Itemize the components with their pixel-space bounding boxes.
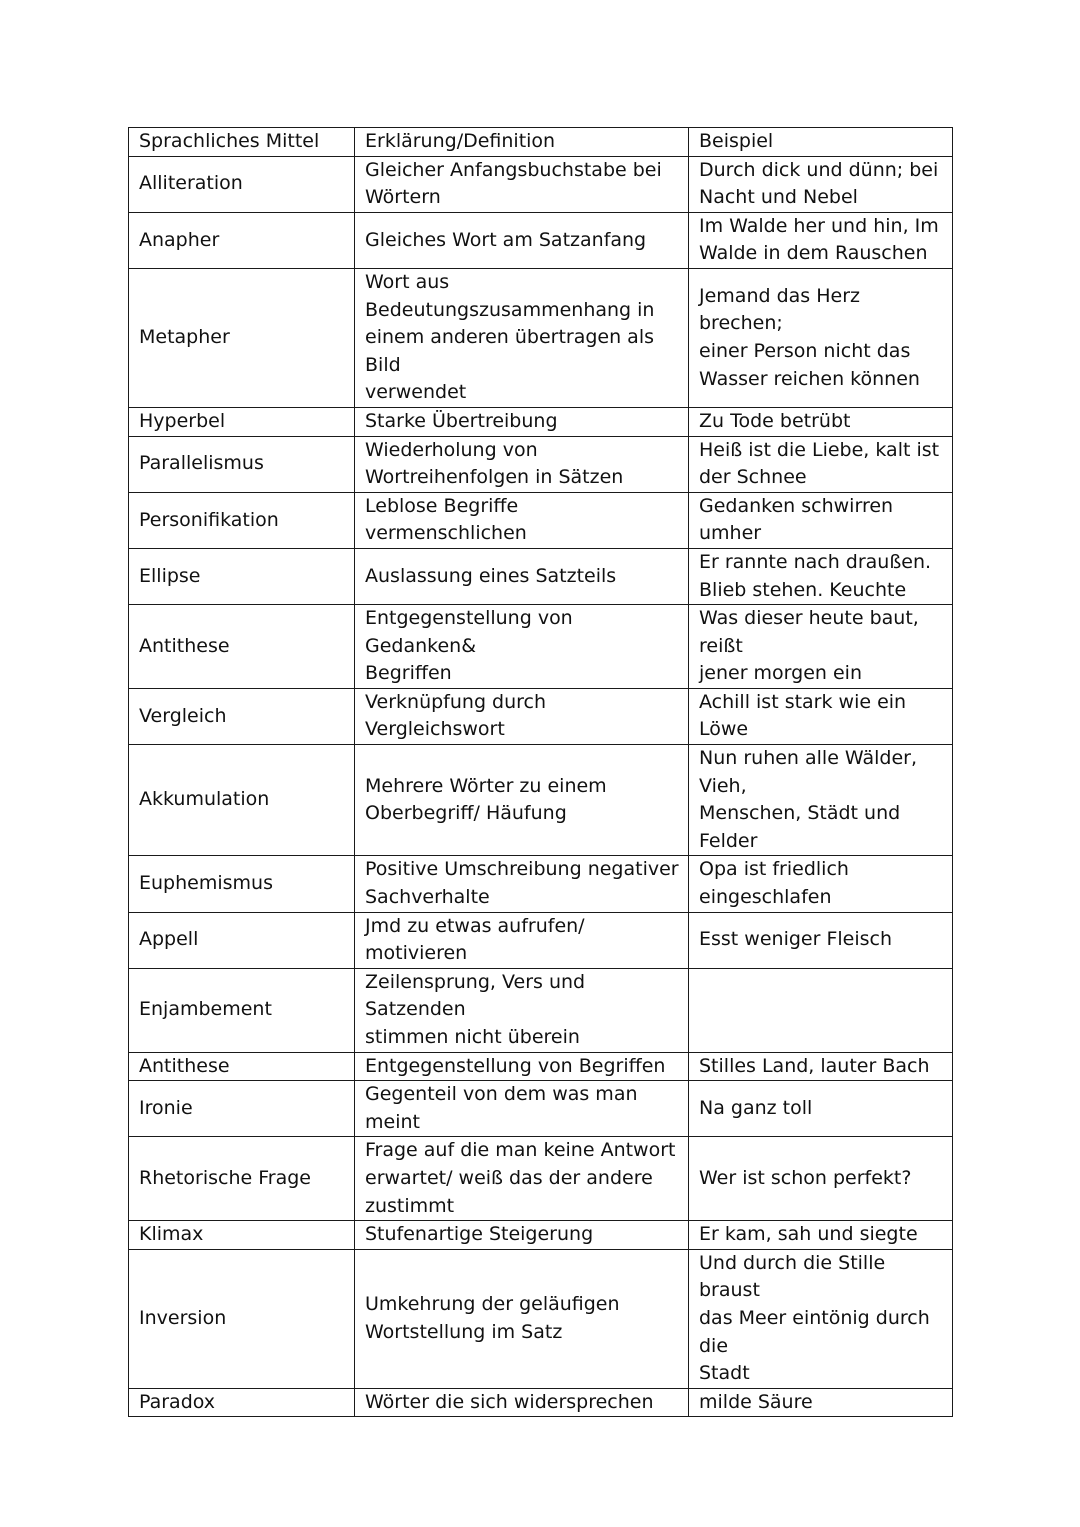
definition-cell: Wort aus Bedeutungszusammenhang in einem anderen übertragen als Bild verwendet [355, 268, 689, 407]
table-header-row [129, 128, 953, 157]
term-cell: Klimax [129, 1221, 355, 1250]
term-cell: Enjambement [129, 968, 355, 1052]
table-row [129, 1052, 953, 1081]
term-cell: Metapher [129, 268, 355, 407]
example-cell: Er kam, sah und siegte [689, 1221, 953, 1250]
definition-cell: Starke Übertreibung [355, 407, 689, 436]
table-row [129, 856, 953, 912]
example-cell: Stilles Land, lauter Bach [689, 1052, 953, 1081]
header-cell-term: Sprachliches Mittel [129, 128, 355, 157]
definition-cell: Jmd zu etwas aufrufen/ motivieren [355, 912, 689, 968]
definition-cell: Auslassung eines Satzteils [355, 548, 689, 604]
term-cell: Parallelismus [129, 436, 355, 492]
definition-cell: Verknüpfung durch Vergleichswort [355, 688, 689, 744]
table-row [129, 436, 953, 492]
table-row [129, 212, 953, 268]
term-cell: Ironie [129, 1081, 355, 1137]
table-row [129, 912, 953, 968]
term-cell: Akkumulation [129, 745, 355, 856]
term-cell: Antithese [129, 1052, 355, 1081]
definition-cell: Frage auf die man keine Antwort erwartet/ weiß das der andere zustimmt [355, 1137, 689, 1221]
definition-cell: Entgegenstellung von Gedanken& Begriffen [355, 605, 689, 689]
example-cell: Opa ist friedlich eingeschlafen [689, 856, 953, 912]
example-cell: Nun ruhen alle Wälder, Vieh, Menschen, Städt und Felder [689, 745, 953, 856]
term-cell: Appell [129, 912, 355, 968]
term-cell: Paradox [129, 1388, 355, 1417]
term-cell: Hyperbel [129, 407, 355, 436]
example-cell: Esst weniger Fleisch [689, 912, 953, 968]
term-cell: Ellipse [129, 548, 355, 604]
definition-cell: Gegenteil von dem was man meint [355, 1081, 689, 1137]
table-row [129, 1081, 953, 1137]
example-cell: Im Walde her und hin, Im Walde in dem Rauschen [689, 212, 953, 268]
example-cell: Und durch die Stille braust das Meer eintönig durch die Stadt [689, 1249, 953, 1388]
definition-cell: Umkehrung der geläufigen Wortstellung im Satz [355, 1249, 689, 1388]
table-row [129, 688, 953, 744]
term-cell: Antithese [129, 605, 355, 689]
definition-cell: Leblose Begriffe vermenschlichen [355, 492, 689, 548]
table-row [129, 492, 953, 548]
table-row [129, 968, 953, 1052]
term-cell: Personifikation [129, 492, 355, 548]
table-row [129, 268, 953, 407]
table-row [129, 605, 953, 689]
example-cell: Was dieser heute baut, reißt jener morgen ein [689, 605, 953, 689]
example-cell: Zu Tode betrübt [689, 407, 953, 436]
example-cell: milde Säure [689, 1388, 953, 1417]
definition-cell: Zeilensprung, Vers und Satzenden stimmen nicht überein [355, 968, 689, 1052]
table-row [129, 1249, 953, 1388]
definition-cell: Wiederholung von Wortreihenfolgen in Sätzen [355, 436, 689, 492]
term-cell: Rhetorische Frage [129, 1137, 355, 1221]
term-cell: Euphemismus [129, 856, 355, 912]
table-body [129, 128, 953, 1417]
term-cell: Inversion [129, 1249, 355, 1388]
table-row [129, 548, 953, 604]
figures-of-speech-table [128, 127, 953, 1417]
example-cell: Jemand das Herz brechen; einer Person nicht das Wasser reichen können [689, 268, 953, 407]
definition-cell: Wörter die sich widersprechen [355, 1388, 689, 1417]
definition-cell: Positive Umschreibung negativer Sachverhalte [355, 856, 689, 912]
example-cell: Heiß ist die Liebe, kalt ist der Schnee [689, 436, 953, 492]
definition-cell: Entgegenstellung von Begriffen [355, 1052, 689, 1081]
definition-cell: Gleicher Anfangsbuchstabe bei Wörtern [355, 156, 689, 212]
example-cell: Er rannte nach draußen. Blieb stehen. Keuchte [689, 548, 953, 604]
header-cell-example: Beispiel [689, 128, 953, 157]
header-cell-definition: Erklärung/Definition [355, 128, 689, 157]
definition-cell: Stufenartige Steigerung [355, 1221, 689, 1250]
example-cell [689, 968, 953, 1052]
example-cell: Achill ist stark wie ein Löwe [689, 688, 953, 744]
example-cell: Gedanken schwirren umher [689, 492, 953, 548]
term-cell: Vergleich [129, 688, 355, 744]
example-cell: Na ganz toll [689, 1081, 953, 1137]
example-cell: Wer ist schon perfekt? [689, 1137, 953, 1221]
definition-cell: Gleiches Wort am Satzanfang [355, 212, 689, 268]
term-cell: Anapher [129, 212, 355, 268]
table-row [129, 407, 953, 436]
table-row [129, 156, 953, 212]
term-cell: Alliteration [129, 156, 355, 212]
example-cell: Durch dick und dünn; bei Nacht und Nebel [689, 156, 953, 212]
definition-cell: Mehrere Wörter zu einem Oberbegriff/ Häufung [355, 745, 689, 856]
table-row [129, 1388, 953, 1417]
table-row [129, 745, 953, 856]
table-row [129, 1221, 953, 1250]
table-row [129, 1137, 953, 1221]
